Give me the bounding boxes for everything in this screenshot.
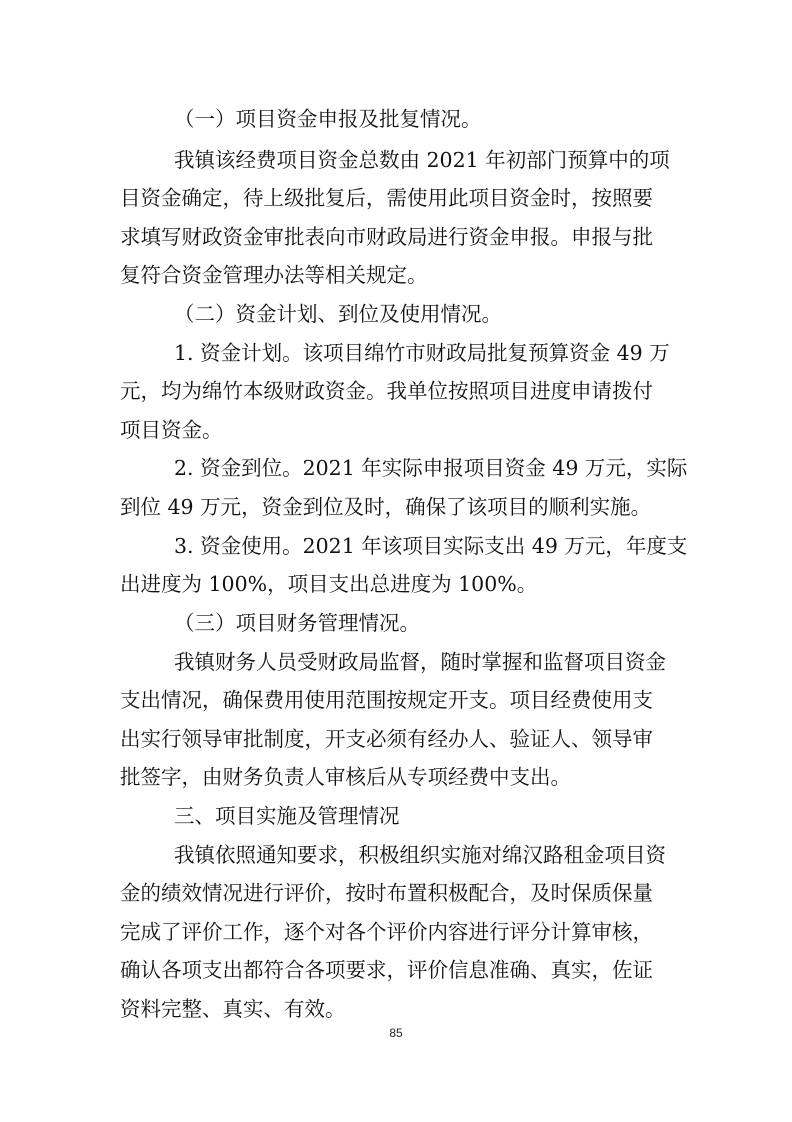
paragraph-line: 确认各项支出都符合各项要求，评价信息准确、真实，佐证: [120, 958, 653, 982]
paragraph-line: 1. 资金计划。该项目绵竹市财政局批复预算资金 49 万: [174, 341, 670, 365]
paragraph-line: 完成了评价工作，逐个对各个评价内容进行评分计算审核，: [120, 920, 653, 944]
paragraph-line: 批签字，由财务负责人审核后从专项经费中支出。: [120, 765, 571, 789]
paragraph-line: 金的绩效情况进行评价，按时布置积极配合，及时保质保量: [120, 881, 653, 905]
paragraph-line: 我镇依照通知要求，积极组织实施对绵汉路租金项目资: [174, 843, 666, 867]
paragraph-line: 2. 资金到位。2021 年实际申报项目资金 49 万元，实际: [174, 456, 688, 480]
page-number: 85: [389, 1026, 403, 1040]
paragraph-line: 元，均为绵竹本级财政资金。我单位按照项目进度申请拨付: [120, 379, 653, 403]
paragraph-line: 目资金确定，待上级批复后，需使用此项目资金时，按照要: [120, 186, 653, 210]
paragraph-line: 到位 49 万元，资金到位及时，确保了该项目的顺利实施。: [120, 495, 652, 519]
paragraph-line: 我镇该经费项目资金总数由 2021 年初部门预算中的项: [174, 148, 670, 172]
paragraph-line: 3. 资金使用。2021 年该项目实际支出 49 万元，年度支: [174, 534, 688, 558]
subheading-3: （三）项目财务管理情况。: [174, 611, 420, 635]
paragraph-line: 出实行领导审批制度，开支必须有经办人、验证人、领导审: [120, 727, 653, 751]
section-heading: 三、项目实施及管理情况: [174, 804, 400, 828]
paragraph-line: 资料完整、真实、有效。: [120, 997, 346, 1021]
subheading-1: （一）项目资金申报及批复情况。: [174, 107, 482, 131]
paragraph-line: 支出情况，确保费用使用范围按规定开支。项目经费使用支: [120, 688, 653, 712]
subheading-2: （二）资金计划、到位及使用情况。: [174, 302, 502, 326]
paragraph-line: 求填写财政资金审批表向市财政局进行资金申报。申报与批: [120, 225, 653, 249]
paragraph-line: 出进度为 100%，项目支出总进度为 100%。: [120, 572, 538, 596]
paragraph-line: 项目资金。: [120, 418, 223, 442]
paragraph-line: 我镇财务人员受财政局监督，随时掌握和监督项目资金: [174, 650, 666, 674]
paragraph-line: 复符合资金管理办法等相关规定。: [120, 263, 428, 287]
